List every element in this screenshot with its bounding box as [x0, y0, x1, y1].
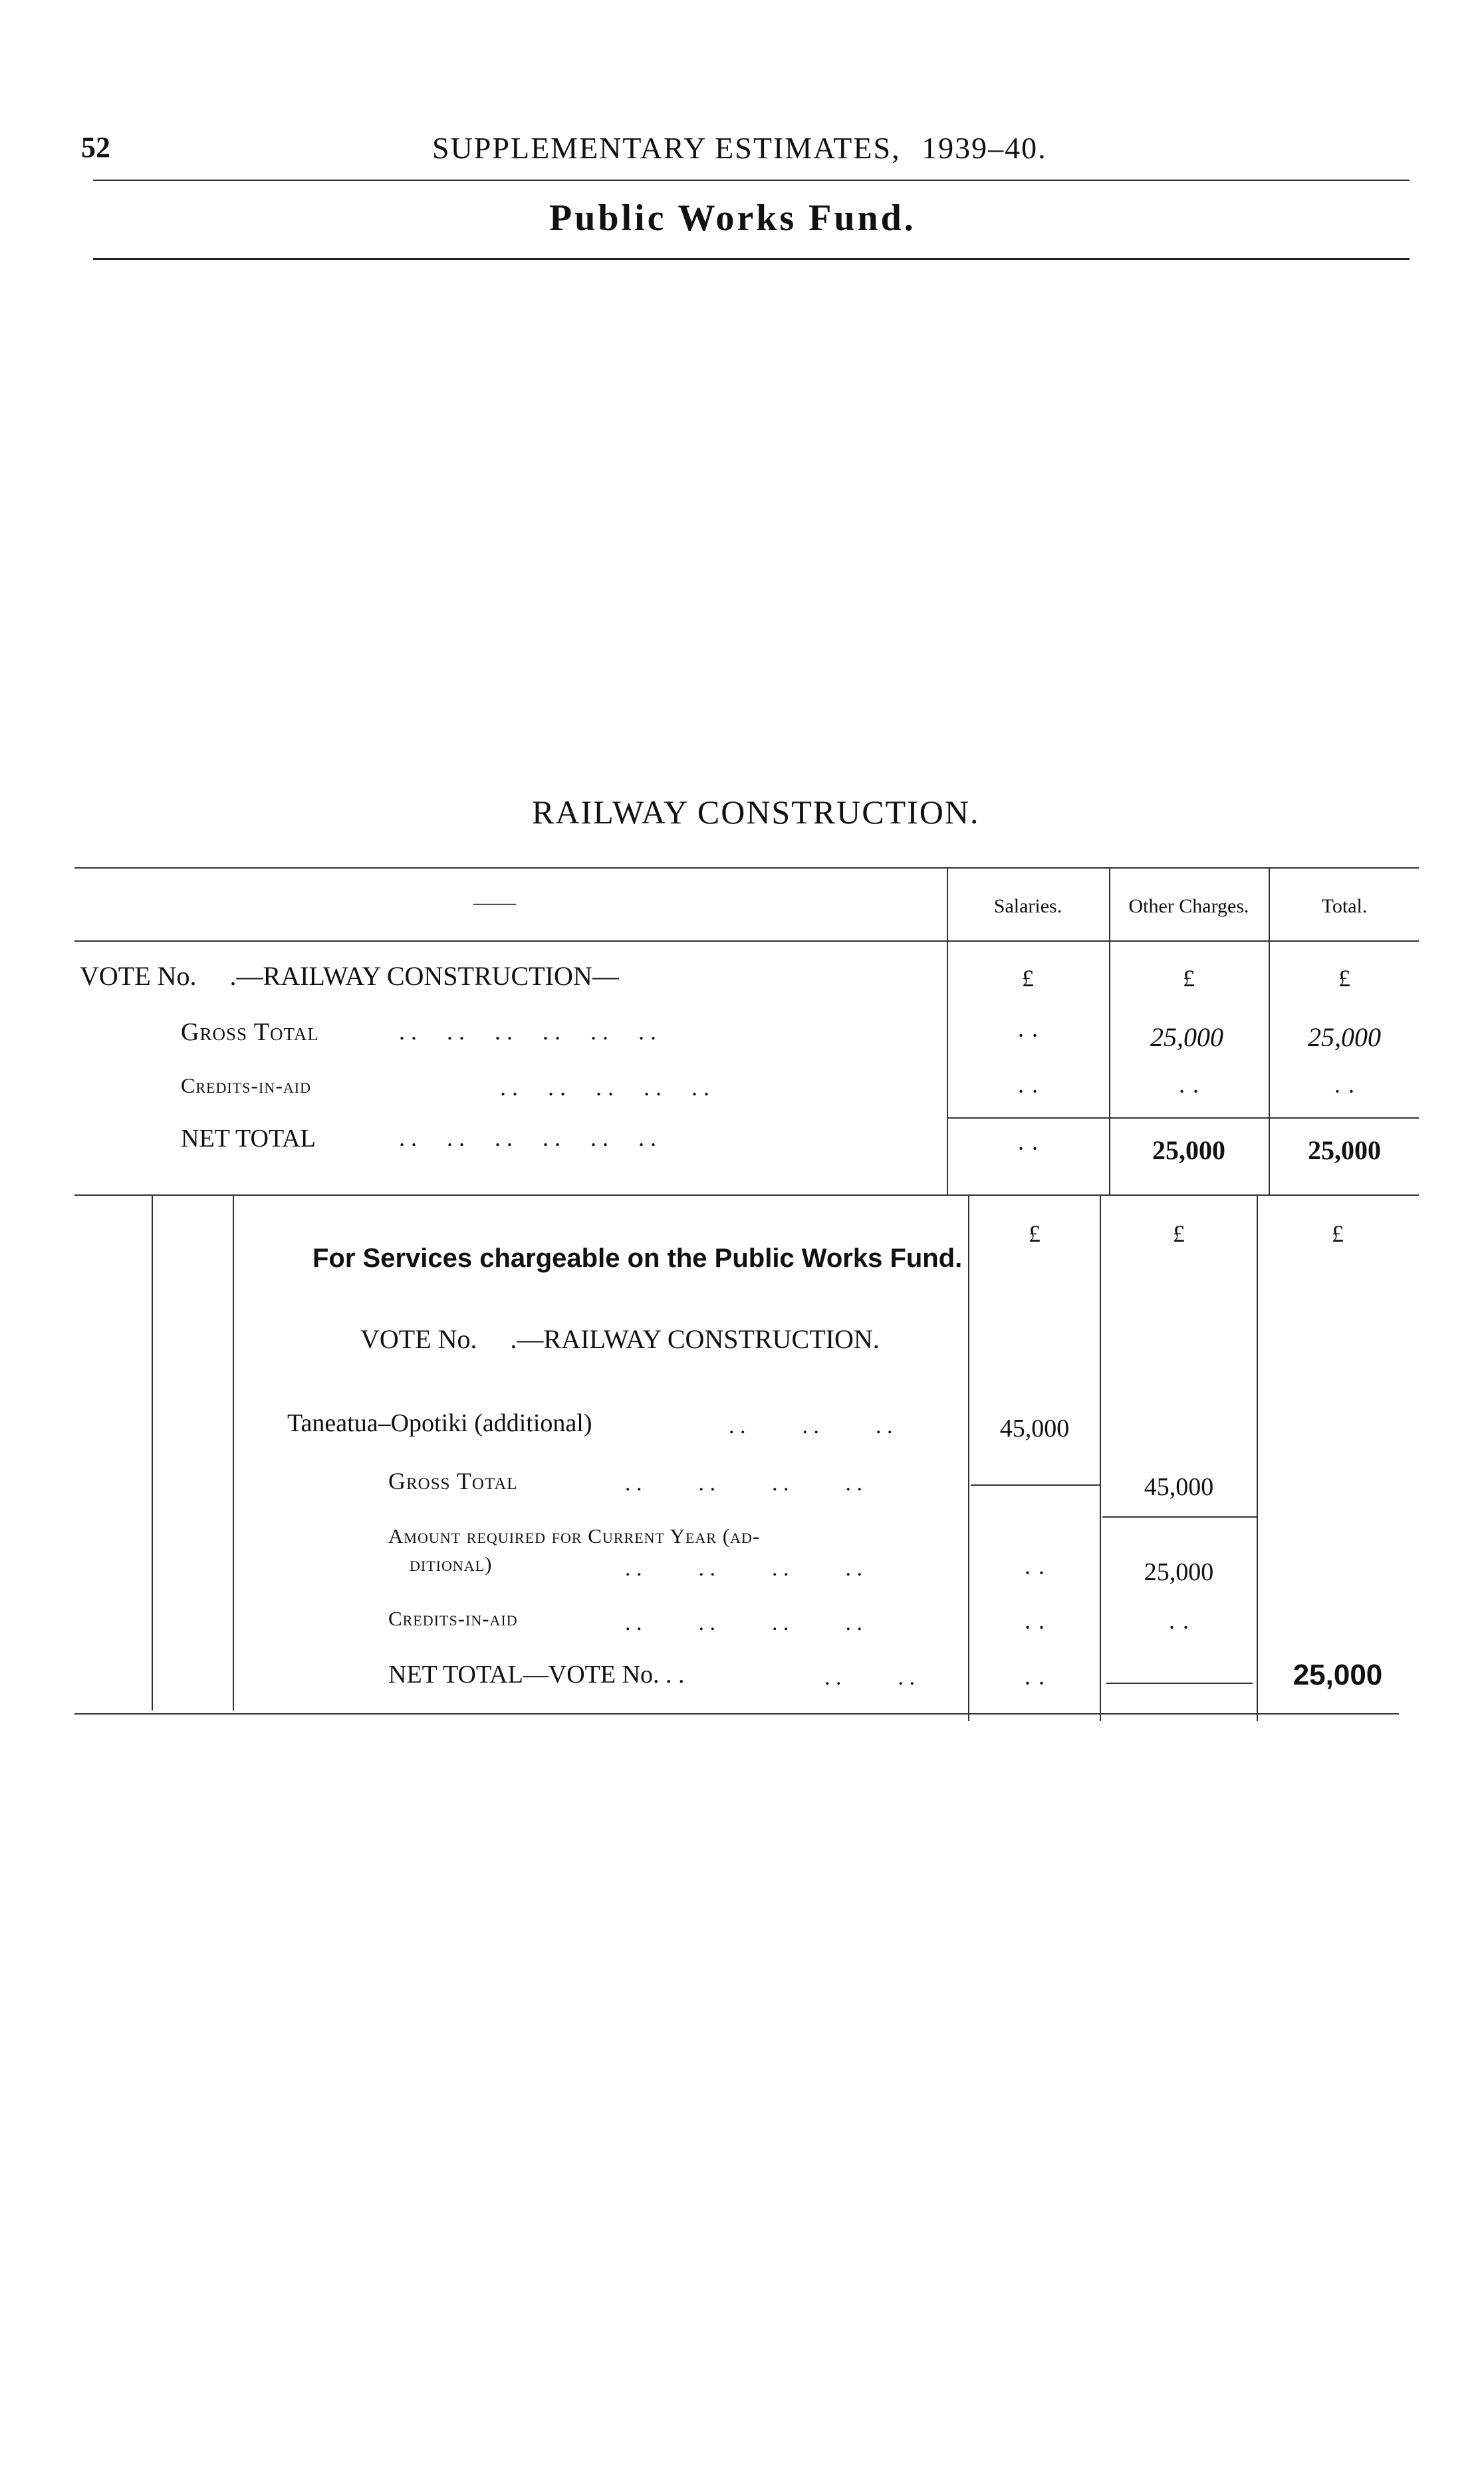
detail-credits-dots: . . . . . . . . [625, 1611, 862, 1635]
header-rule [93, 180, 1410, 181]
summary-top-rule [74, 867, 1419, 869]
item-dots: . . . . . . [729, 1414, 893, 1439]
summary-header-dash: —— [473, 890, 516, 914]
detail-gross-rule [971, 1484, 1100, 1486]
services-heading: For Services chargeable on the Public Works Fund. [312, 1244, 963, 1273]
detail-net-label: NET TOTAL—VOTE No. . . [388, 1661, 685, 1689]
summary-gross-salaries: · · [1017, 1022, 1039, 1049]
detail-col-divider-2 [1100, 1196, 1101, 1721]
summary-net-other: 25,000 [1152, 1135, 1225, 1165]
summary-bottom-rule [74, 1194, 1419, 1196]
detail-credits-salaries: · · [1023, 1614, 1046, 1641]
amount-dots: . . . . . . . . [625, 1556, 862, 1581]
summary-net-label: NET TOTAL [181, 1125, 316, 1153]
summary-net-salaries: · · [1017, 1135, 1039, 1162]
summary-credits-salaries: · · [1017, 1078, 1039, 1105]
amount-label-line-2: ditional) [410, 1552, 493, 1576]
summary-gross-label: Gross Total [181, 1018, 319, 1046]
fund-title: Public Works Fund. [549, 198, 916, 239]
detail-pound-other: £ [1173, 1220, 1185, 1247]
summary-credits-label: Credits-in-aid [181, 1073, 311, 1097]
item-value: 45,000 [999, 1415, 1070, 1443]
running-title [432, 130, 1047, 166]
detail-net-other-rule [1106, 1683, 1253, 1684]
detail-col-divider-3 [1257, 1196, 1258, 1721]
summary-pound-other: £ [1183, 965, 1195, 992]
detail-net-salaries: · · [1023, 1670, 1046, 1697]
detail-net-dots: . . . . [824, 1665, 915, 1690]
detail-col-divider-1 [968, 1196, 969, 1721]
fund-title-rule [93, 258, 1410, 260]
summary-net-dots: . . . . . . . . . . . . [399, 1125, 656, 1151]
detail-credits-other: · · [1168, 1614, 1190, 1641]
summary-gross-dots: . . . . . . . . . . . . [399, 1018, 656, 1045]
col-other-charges-header: Other Charges. [1128, 895, 1249, 917]
summary-net-rule [948, 1117, 1419, 1119]
detail-gross-label: Gross Total [388, 1468, 518, 1494]
detail-vote-heading: VOTE No. .—RAILWAY CONSTRUCTION. [360, 1324, 880, 1354]
summary-header-rule [74, 940, 1419, 942]
detail-pound-salaries: £ [1029, 1220, 1041, 1247]
summary-gross-other: 25,000 [1150, 1022, 1223, 1052]
detail-credits-label: Credits-in-aid [388, 1607, 518, 1630]
summary-gross-total: 25,000 [1308, 1022, 1381, 1052]
amount-value: 25,000 [1144, 1558, 1214, 1586]
summary-vote-line: VOTE No. .—RAILWAY CONSTRUCTION— [80, 961, 619, 991]
page-number: 52 [81, 131, 110, 164]
amount-salaries: · · [1023, 1560, 1046, 1586]
summary-credits-dots: . . . . . . . . . . [500, 1074, 709, 1101]
col-salaries-header: Salaries. [993, 895, 1062, 917]
detail-pound-total: £ [1332, 1220, 1344, 1247]
detail-margin-line-1 [152, 1196, 153, 1711]
summary-pound-salaries: £ [1022, 965, 1034, 992]
detail-gross-dots: . . . . . . . . [625, 1471, 862, 1496]
detail-margin-line-2 [233, 1196, 234, 1711]
section-title: RAILWAY CONSTRUCTION. [532, 793, 980, 831]
detail-other-rule [1102, 1516, 1257, 1518]
running-title-text: SUPPLEMENTARY ESTIMATES, [432, 131, 901, 165]
amount-label-line-1: Amount required for Current Year (ad- [388, 1524, 761, 1548]
detail-net-total: 25,000 [1293, 1659, 1383, 1691]
summary-pound-total: £ [1338, 965, 1350, 992]
detail-bottom-rule [74, 1713, 1399, 1715]
running-title-year: 1939–40. [922, 131, 1047, 165]
summary-credits-total: · · [1333, 1078, 1356, 1105]
summary-credits-other: · · [1177, 1078, 1200, 1105]
detail-gross-value: 45,000 [1144, 1473, 1214, 1501]
summary-net-total: 25,000 [1308, 1135, 1381, 1165]
item-label: Taneatua–Opotiki (additional) [287, 1409, 592, 1437]
col-total-header: Total. [1321, 895, 1368, 917]
